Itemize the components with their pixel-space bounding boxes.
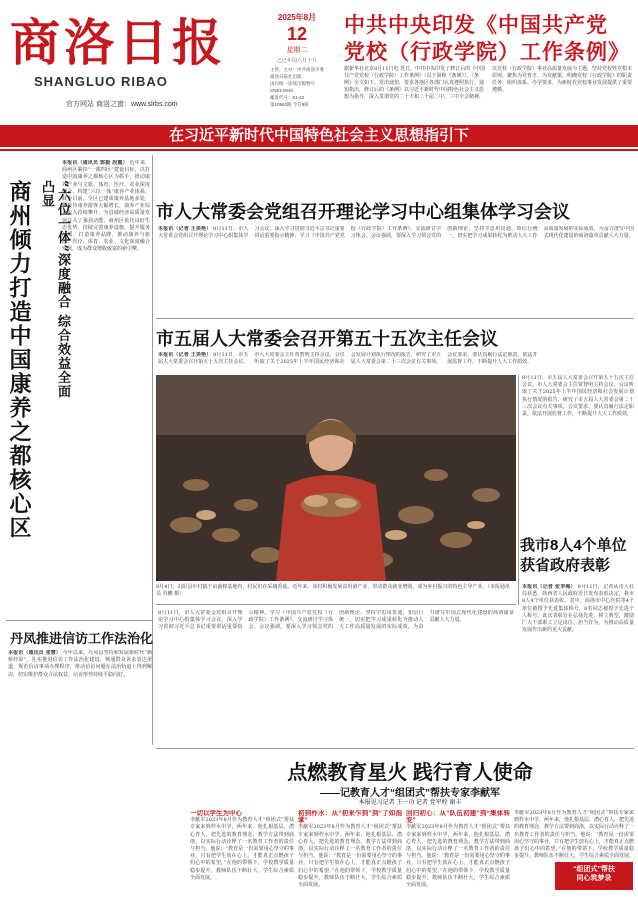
section-banner: 在习近平新时代中国特色社会主义思想指引下 bbox=[0, 125, 638, 147]
photo-illustration bbox=[156, 375, 516, 581]
dfeng-byline: 本报讯（通讯员 张慧） bbox=[8, 650, 61, 656]
study-article-continued: 8月11日，市人大常委会党组召开理论学习中心组集体学习会议，深入学习贯彻习近平总书记重要讲话重要指示精神，学习《中国共产党党校（行政学院）工作条例》，交流研讨学习体会。会议强调，要深入学习领会党的创新理论，坚持学思用贯通、知信行统一，切实把学习成果转化为推动人大工作高质量发展的实际成效，为奋力谱写中国式现代化建设的商洛篇章贡献人大力量。 bbox=[158, 610, 514, 631]
info-line: CN61-0046 bbox=[270, 88, 294, 93]
feature-vertical-title[interactable]: 商州倾力打造中国康养之都核心区 bbox=[6, 180, 32, 540]
info-line: 主管、主办：中共商洛市委 bbox=[270, 67, 324, 72]
edu-byline: 本报见习记者 王一功 记者 党军栓 谢丰 bbox=[358, 800, 462, 806]
edu-body: 李献军2023年8月作为教育人才“组团式”帮扶专家来到柞水中学，两年来，他扎根基层、潜心育人，把先进的教育理念、教学方法带到商洛，以实际行动诠释了一名教育工作者的责任与担当。他说：“教育是一份需要用心坚守的事业，只有把学生放在心上，才能真正点燃孩子们心中的希望。”在他的带领下，学校教学质量稳步提升，教师队伍不断壮大，学生综合素质全面发展。 bbox=[298, 824, 402, 889]
study-article-text bbox=[158, 226, 634, 316]
awards-article-text bbox=[522, 584, 634, 744]
top-headline-line2: 党校（行政学院）工作条例》 bbox=[344, 41, 630, 64]
feature-body: 近年来，商州区紧扣“一都四区”建设目标，以打造中国康养之都核心区为抓手，推动康养产业与文旅、体育、医疗、农业深度融合，构建“六位一体”康养产业体系。截至目前，全区已建成康养基地多处，年接待康养游客大幅增长，康养产业综合收入持续攀升，为县域经济高质量发展注入了强劲动能。商州区依托良好生态优势，持续完善康养设施，提升服务品质，打造康养品牌，推动康养与旅游、医疗、体育、农业、文化深度融合发展，成为群众增收致富的新引擎。 bbox=[62, 160, 150, 253]
edu-subtitle: ——记教育人才“组团式”帮扶专家李献军 bbox=[320, 788, 500, 799]
seal-line1: “组团式”帮扶 bbox=[573, 866, 615, 873]
column-divider bbox=[518, 375, 519, 605]
newspaper-logo-pinyin: SHANGLUO RIBAO bbox=[34, 74, 168, 89]
date-weekday: 星期二 bbox=[286, 47, 308, 54]
standing-article-text bbox=[158, 352, 634, 374]
awards-byline: 本报讯（记者 张李梅） bbox=[522, 584, 576, 590]
top-headline-line1: 中共中央印发《中国共产党 bbox=[344, 14, 608, 37]
edu-article-col2 bbox=[298, 810, 402, 890]
info-line: 邮发代号：51-42 bbox=[270, 95, 305, 100]
edu-article-col1 bbox=[190, 810, 294, 890]
edu-body: 李献军2023年8月作为教育人才“组团式”帮扶专家来到柞水中学，两年来，他扎根基层、潜心育人，把先进的教育理念、教学方法带到商洛，以实际行动诠释了一名教育工作者的责任与担当。他说：“教育是一份需要用心坚守的事业，只有把学生放在心上，才能真正点燃孩子们心中的希望。”在他的带领下，学校教学质量稳步提升，教师队伍不断壮大，学生综合素质全面发展。 bbox=[406, 824, 510, 889]
news-photo-mushroom-harvest[interactable] bbox=[156, 375, 516, 581]
seal-line2: 同心筑梦录 bbox=[576, 875, 612, 882]
photo-caption: 8月4日，山阳县中村镇千亩菌棒基地内，村民们在采摘香菇。近年来，该村积极发展食用菌产业，带动群众就业增收，成为乡村振兴的特色主导产业。（本报通讯员 谷鹏 摄） bbox=[156, 584, 510, 597]
section-divider bbox=[156, 604, 516, 605]
banner-divider bbox=[0, 149, 638, 151]
date-day: 12 bbox=[286, 24, 308, 44]
standing-article-continued: 8月11日，市五届人大常委会召开第五十五次主任会议。市人大常委会主任贾智明主持会议，会议听取了关于2025年上半年国民经济和社会发展计划执行情况的报告，研究了市五届人大常委会第二十三次会议有关事项。会议要求，要认真履行法定职责，依法开展监督工作，不断提升人大工作质效。 bbox=[522, 375, 634, 418]
section-divider bbox=[6, 620, 152, 621]
edu-article-col4: 李献军2023年8月作为教育人才“组团式”帮扶专家来到柞水中学，两年来，他扎根基层、潜心育人，把先进的教育理念、教学方法带到商洛，以实际行动诠释了一名教育工作者的责任与担当。他说：“教育是一份需要用心坚守的事业，只有把学生放在心上，才能真正点燃孩子们心中的希望。”在他的带领下，学校教学质量稳步提升，教师队伍不断壮大，学生综合素质全面发展。 bbox=[514, 810, 634, 860]
section-divider bbox=[156, 318, 634, 319]
feature-article-text bbox=[62, 160, 150, 620]
awards-headline[interactable]: 我市8人4个单位获省政府表彰 bbox=[520, 537, 627, 574]
dfeng-body: 今年以来，丹凤县坚持和发展新时代“枫桥经验”，扎实推进信访工作法治化建设，畅通群众诉求表达渠道，规范信访事项办理程序，推动信访问题在法治轨道上得到解决，切实维护群众合法权益，信访形势持续平稳向好。 bbox=[8, 650, 152, 678]
newspaper-logo: 商洛日报 bbox=[10, 13, 226, 72]
standing-headline[interactable]: 市五届人大常委会召开第五十五次主任会议 bbox=[156, 329, 498, 349]
dfeng-article-text bbox=[8, 650, 152, 886]
study-headline[interactable]: 市人大常委会党组召开理论学习中心组集体学习会议 bbox=[156, 202, 570, 222]
section-divider bbox=[156, 748, 634, 749]
edu-section-heading: 回归初心：从“队伍初建”到“集体转变” bbox=[406, 810, 510, 825]
edu-section-heading: 初到柞水：从“初来乍到”到“了如指掌” bbox=[298, 810, 402, 825]
edu-section-heading: 一切以学生为中心 bbox=[190, 810, 242, 817]
masthead bbox=[0, 0, 638, 120]
info-line: 第10963期 今日8版 bbox=[270, 102, 309, 107]
feature-vertical-subtitle: “六位一体”深度融合 综合效益全面凸显 bbox=[39, 180, 70, 399]
study-body: 8月11日，市人大常委会党组召开理论学习中心组集体学习会议，深入学习贯彻习近平总书记重要讲话重要指示精神，学习《中国共产党党校（行政学院）工作条例》，交流研讨学习体会。会议强调，要深入学习领会党的创新理论，坚持学思用贯通、知信行统一，切实把学习成果转化为推动人大工作高质量发展的实际成效，为奋力谱写中国式现代化建设的商洛篇章贡献人大力量。 bbox=[158, 226, 634, 240]
edu-body: 李献军2023年8月作为教育人才“组团式”帮扶专家来到柞水中学，两年来，他扎根基层、潜心育人，把先进的教育理念、教学方法带到商洛，以实际行动诠释了一名教育工作者的责任与担当。他说：“教育是一份需要用心坚守的事业，只有把学生放在心上，才能真正点燃孩子们心中的希望。”在他的带领下，学校教学质量稳步提升，教师队伍不断壮大，学生综合素质全面发展。 bbox=[190, 817, 294, 881]
dfeng-headline[interactable]: 丹凤推进信访工作法治化 bbox=[10, 631, 154, 646]
publication-info bbox=[270, 66, 332, 108]
column-seal bbox=[555, 862, 633, 890]
edu-headline[interactable]: 点燃教育星火 践行育人使命 bbox=[287, 762, 533, 784]
standing-byline: 本报讯（记者 王美艳） bbox=[158, 352, 212, 358]
feature-byline: 本报讯（通讯员 郭毅 段霞） bbox=[62, 160, 128, 166]
top-article-text: 据新华社北京8月11日电 近日，中共中央印发了修订后的《中国共产党党校（行政学院）工作条例》（以下简称《条例》）。《条例》全文如下。发出通知，要求各地区各部门认真遵照执行。通知指出，修订后的《条例》以习近平新时代中国特色社会主义思想为指导，深入贯彻党的二十大和二十届二中、三中全会精神，以党校（行政学院）事业高质量发展为主题，坚持党校姓党根本原则，聚焦为党育才、为党献策，明确党校（行政学院）的职责任务、组织体系、办学要求，为新时代党校事业发展提供了重要遵循。 bbox=[344, 66, 633, 100]
info-line: 商洛日报社出版 bbox=[270, 74, 302, 79]
awards-body: 8月11日，记者从市人社局获悉，陕西省人民政府近日发布表彰决定，我市8人4个单位获表彰。其中，商洛市中心医院等4个单位被授予先进集体称号，8名同志被授予先进个人称号。此次表彰旨在弘扬先进、树立典型，激励广大干部职工立足岗位、担当作为，为推动高质量发展作出新的更大贡献。 bbox=[522, 584, 634, 634]
top-headline[interactable] bbox=[344, 12, 634, 66]
standing-body: 8月11日，市五届人大常委会召开第五十五次主任会议。市人大常委会主任贾智明主持会议，会议听取了关于2025年上半年国民经济和社会发展计划执行情况的报告，研究了市五届人大常委会第二十三次会议有关事项。会议要求，要认真履行法定职责，依法开展监督工作，不断提升人大工作质效。 bbox=[158, 352, 538, 366]
date-year-month: 2025年8月 bbox=[277, 13, 317, 22]
edu-article-col3 bbox=[406, 810, 510, 890]
info-line: 国内统一连续出版物号 bbox=[270, 81, 315, 86]
column-divider bbox=[152, 155, 153, 745]
date-lunar: 乙巳年闰六月十九 bbox=[276, 58, 317, 64]
website-line[interactable]: 官方网站 商洛之窗：www.slrbs.com bbox=[66, 101, 178, 108]
study-byline: 本报讯（记者 王美艳） bbox=[158, 226, 212, 232]
